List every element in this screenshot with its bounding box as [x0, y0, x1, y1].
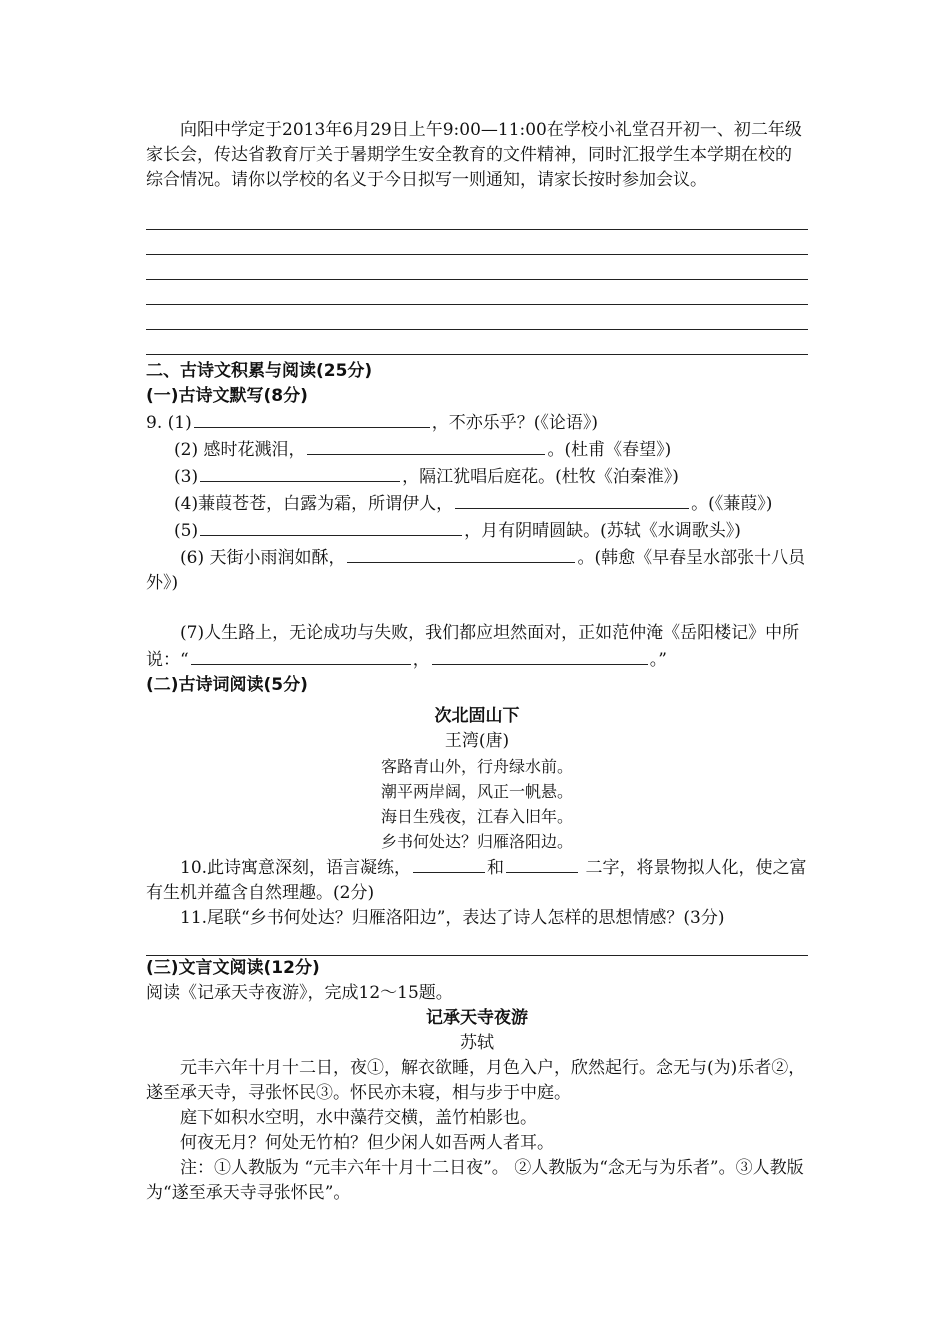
fill-blank[interactable] [194, 409, 430, 428]
q9-item-2: (2) 感时花溅泪， 。(杜甫《春望》) [146, 436, 808, 463]
q9-item-7: (7)人生路上，无论成功与失败，我们都应坦然面对，正如范仲淹《岳阳楼记》中所说：“ ， 。” [146, 623, 800, 670]
reading-intro: 阅读《记承天寺夜游》，完成12～15题。 [146, 983, 453, 1003]
poem-line: 潮平两岸阔，风正一帆悬。 [380, 782, 573, 801]
answer-line[interactable] [146, 330, 808, 355]
q11: 11.尾联“乡书何处达？归雁洛阳边”，表达了诗人怎样的思想情感？(3分) [180, 908, 725, 928]
q9-item-3: (3) ，隔江犹唱后庭花。(杜牧《泊秦淮》) [146, 463, 808, 490]
q9-number: 9. [146, 413, 163, 433]
answer-line[interactable] [146, 931, 808, 956]
answer-line[interactable] [146, 205, 808, 230]
classical-paragraph: 元丰六年十月十二日，夜①，解衣欲睡，月色入户，欣然起行。念无与(为)乐者②，遂至承天寺，寻张怀民③。怀民亦未寝，相与步于中庭。 [146, 1058, 806, 1103]
answer-writing-lines [146, 205, 808, 355]
q10: 10.此诗寓意深刻，语言凝练， 和 二字，将景物拟人化，使之富有生机并蕴含自然理趣。(2分) [146, 854, 808, 906]
classical-text-title: 记承天寺夜游 [426, 1008, 528, 1028]
poem-author: 王湾(唐) [444, 731, 510, 751]
section-2-title: 二、古诗文积累与阅读(25分) [146, 361, 373, 381]
fill-blank[interactable] [307, 436, 545, 455]
fill-blank[interactable] [413, 854, 485, 873]
annotation-note: 注：①人教版为 “元丰六年十月十二日夜”。 ②人教版为“念无与为乐者”。③人教版为“遂至承天寺寻张怀民”。 [146, 1158, 804, 1203]
poem-line: 客路青山外，行舟绿水前。 [380, 757, 573, 776]
exam-page [146, 118, 808, 1206]
part-2-title: (二)古诗词阅读(5分) [146, 675, 308, 695]
part-1-title: (一)古诗文默写(8分) [146, 386, 308, 406]
classical-paragraph: 何夜无月？何处无竹柏？但少闲人如吾两人者耳。 [180, 1133, 554, 1153]
poem-line: 海日生残夜，江春入旧年。 [380, 807, 573, 826]
spacer [146, 596, 808, 621]
answer-line[interactable] [146, 255, 808, 280]
fill-blank[interactable] [200, 517, 462, 536]
part-3-title: (三)文言文阅读(12分) [146, 958, 320, 978]
fill-blank[interactable] [455, 490, 689, 509]
fill-blank[interactable] [200, 463, 400, 482]
answer-line[interactable] [146, 305, 808, 330]
notice-prompt: 向阳中学定于2013年6月29日上午9:00—11:00在学校小礼堂召开初一、初二年级家长会，传达省教育厅关于暑期学生安全教育的文件精神，同时汇报学生本学期在校的综合情况。请你以学校的名义于今日拟写一则通知，请家长按时参加会议。 [146, 120, 802, 190]
q9-item-1: 9. (1) ，不亦乐乎？(《论语》) [146, 409, 808, 436]
fill-blank[interactable] [432, 646, 648, 665]
q9-item-4: (4)蒹葭苍苍，白露为霜，所谓伊人， 。(《蒹葭》) [146, 490, 808, 517]
q9-item-5: (5) ，月有阴晴圆缺。(苏轼《水调歌头》) [146, 517, 808, 544]
answer-line[interactable] [146, 280, 808, 305]
poem-line: 乡书何处达？归雁洛阳边。 [380, 832, 573, 851]
answer-line[interactable] [146, 230, 808, 255]
fill-blank[interactable] [506, 854, 578, 873]
classical-paragraph: 庭下如积水空明，水中藻荇交横，盖竹柏影也。 [180, 1108, 537, 1128]
fill-blank[interactable] [191, 646, 411, 665]
q9-item-6: (6) 天街小雨润如酥， 。(韩愈《早春呈水部张十八员外》) [146, 544, 808, 596]
poem-title: 次北固山下 [434, 706, 520, 726]
fill-blank[interactable] [347, 544, 575, 563]
classical-text-author: 苏轼 [460, 1033, 494, 1053]
